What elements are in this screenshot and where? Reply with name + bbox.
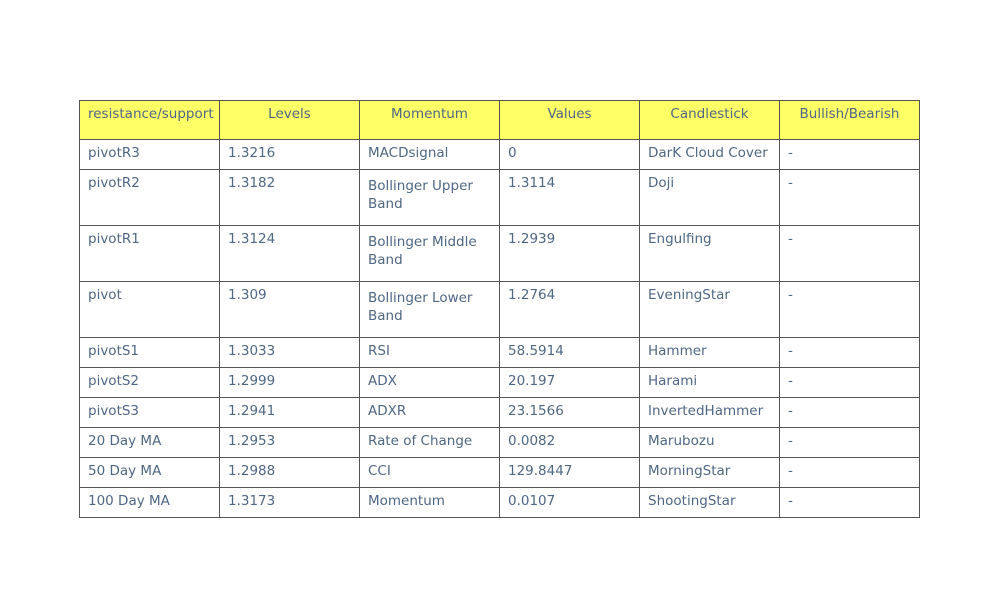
table-row: [80, 140, 920, 170]
table-cell: 1.2999: [220, 368, 360, 398]
table-cell: DarK Cloud Cover: [640, 140, 780, 170]
table-cell: Marubozu: [640, 428, 780, 458]
table-cell: EveningStar: [640, 282, 780, 338]
table-cell: pivotR1: [80, 226, 220, 282]
data-table: [79, 100, 920, 518]
table-cell: 20 Day MA: [80, 428, 220, 458]
table-row: [80, 282, 920, 338]
table-cell: pivotS2: [80, 368, 220, 398]
table-row: [80, 458, 920, 488]
table-cell: 0.0107: [500, 488, 640, 518]
table-cell: 23.1566: [500, 398, 640, 428]
table-cell: 58.5914: [500, 338, 640, 368]
table-cell: -: [780, 140, 920, 170]
table-cell: 1.309: [220, 282, 360, 338]
table-row: [80, 226, 920, 282]
table-cell: 1.3033: [220, 338, 360, 368]
table-cell: 1.2941: [220, 398, 360, 428]
table-row: [80, 488, 920, 518]
table-cell: -: [780, 488, 920, 518]
table-cell: -: [780, 282, 920, 338]
table-cell: Hammer: [640, 338, 780, 368]
table-row: [80, 368, 920, 398]
table-cell: Bollinger Upper Band: [360, 170, 500, 226]
table-cell: ShootingStar: [640, 488, 780, 518]
table-cell: pivotR2: [80, 170, 220, 226]
table-cell: Momentum: [360, 488, 500, 518]
table-cell: 1.2953: [220, 428, 360, 458]
table-cell: -: [780, 226, 920, 282]
table-cell: 100 Day MA: [80, 488, 220, 518]
table-cell: MorningStar: [640, 458, 780, 488]
header-cell-momentum: Momentum: [360, 101, 500, 140]
table-cell: ADXR: [360, 398, 500, 428]
table-cell: -: [780, 458, 920, 488]
table-cell: 50 Day MA: [80, 458, 220, 488]
table-cell: ADX: [360, 368, 500, 398]
table-cell: 1.3182: [220, 170, 360, 226]
table-row: [80, 398, 920, 428]
table-cell: CCI: [360, 458, 500, 488]
table-cell: Bollinger Middle Band: [360, 226, 500, 282]
table-cell: Engulfing: [640, 226, 780, 282]
table-cell: -: [780, 428, 920, 458]
header-cell-resistance-support: resistance/support: [80, 101, 220, 140]
table-cell: -: [780, 398, 920, 428]
table-row: [80, 428, 920, 458]
table-cell: 1.2764: [500, 282, 640, 338]
table-cell: pivot: [80, 282, 220, 338]
table-cell: -: [780, 338, 920, 368]
table-cell: pivotR3: [80, 140, 220, 170]
header-cell-bullish-bearish: Bullish/Bearish: [780, 101, 920, 140]
table-cell: InvertedHammer: [640, 398, 780, 428]
table-cell: RSI: [360, 338, 500, 368]
table-row: [80, 170, 920, 226]
table-cell: MACDsignal: [360, 140, 500, 170]
header-row: [80, 101, 920, 140]
table-cell: 1.2939: [500, 226, 640, 282]
table-cell: 1.2988: [220, 458, 360, 488]
table-row: [80, 338, 920, 368]
table-cell: -: [780, 368, 920, 398]
table-cell: pivotS3: [80, 398, 220, 428]
table-cell: Doji: [640, 170, 780, 226]
table-cell: 0.0082: [500, 428, 640, 458]
table-cell: 1.3216: [220, 140, 360, 170]
table-cell: Harami: [640, 368, 780, 398]
table-cell: Bollinger Lower Band: [360, 282, 500, 338]
table-cell: 1.3173: [220, 488, 360, 518]
header-cell-candlestick: Candlestick: [640, 101, 780, 140]
table-cell: 1.3124: [220, 226, 360, 282]
table-cell: Rate of Change: [360, 428, 500, 458]
table-cell: 1.3114: [500, 170, 640, 226]
table-cell: 0: [500, 140, 640, 170]
table-cell: 129.8447: [500, 458, 640, 488]
data-table-container: [79, 100, 920, 518]
table-cell: -: [780, 170, 920, 226]
header-cell-values: Values: [500, 101, 640, 140]
table-cell: 20.197: [500, 368, 640, 398]
table-cell: pivotS1: [80, 338, 220, 368]
header-cell-levels: Levels: [220, 101, 360, 140]
